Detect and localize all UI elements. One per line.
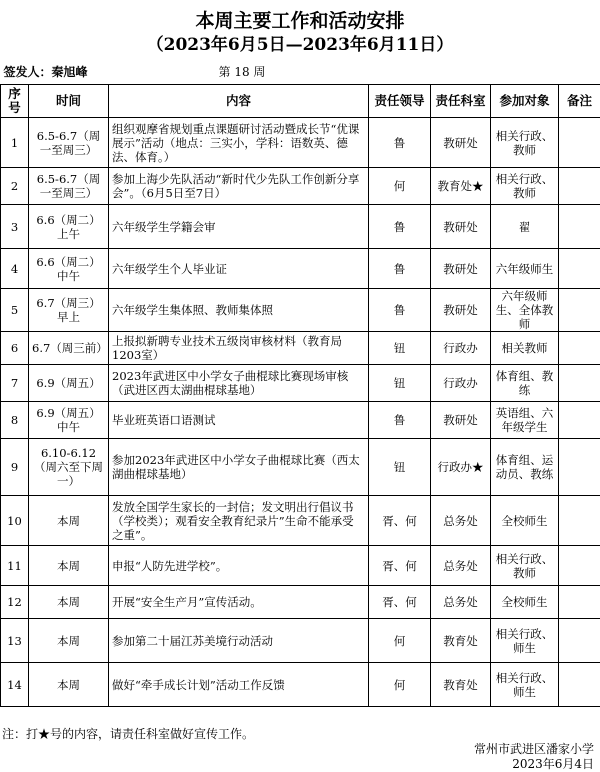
row-dept: 教育处 [431, 619, 491, 663]
row-no: 4 [1, 249, 29, 289]
header-no: 序号 [1, 85, 29, 118]
header-dept: 责任科室 [431, 85, 491, 118]
table-row [1, 332, 600, 365]
row-content: 组织观摩省规划重点课题研讨活动暨成长节“优课展示”活动（地点：三实小，学科：语数英、德法、体育。） [109, 118, 369, 168]
row-participants: 相关行政、教师 [491, 546, 559, 586]
table-row [1, 546, 600, 586]
row-dept: 教研处 [431, 249, 491, 289]
row-participants: 相关行政、师生 [491, 663, 559, 707]
row-note [559, 205, 600, 249]
row-no: 7 [1, 365, 29, 402]
page-title: 本周主要工作和活动安排 [0, 6, 600, 33]
footnote: 注：打★号的内容，请责任科室做好宣传工作。 [2, 725, 254, 742]
row-content: 2023年武进区中小学女子曲棍球比赛现场审核（武进区西太湖曲棍球基地） [109, 365, 369, 402]
school-name: 常州市武进区潘家小学 [474, 740, 594, 757]
row-participants: 相关行政、教师 [491, 118, 559, 168]
row-leader: 胥、何 [369, 496, 431, 546]
table-row [1, 289, 600, 332]
row-note [559, 118, 600, 168]
row-time: 6.7（周三前） [29, 332, 109, 365]
table-row [1, 168, 600, 205]
row-participants: 体育组、运动员、教练 [491, 439, 559, 496]
table-row [1, 496, 600, 546]
table-row [1, 249, 600, 289]
row-dept: 行政办★ [431, 439, 491, 496]
row-time: 6.9（周五） [29, 365, 109, 402]
row-leader: 胥、何 [369, 546, 431, 586]
row-time: 6.10-6.12（周六至下周一） [29, 439, 109, 496]
row-no: 9 [1, 439, 29, 496]
table-row [1, 439, 600, 496]
row-participants: 翟 [491, 205, 559, 249]
row-dept: 总务处 [431, 546, 491, 586]
row-leader: 鲁 [369, 118, 431, 168]
row-no: 3 [1, 205, 29, 249]
row-leader: 鲁 [369, 249, 431, 289]
table-row [1, 118, 600, 168]
row-content: 毕业班英语口语测试 [109, 402, 369, 439]
row-content: 六年级学生集体照、教师集体照 [109, 289, 369, 332]
row-content: 上报拟新聘专业技术五级岗审核材料（教育局1203室） [109, 332, 369, 365]
row-note [559, 496, 600, 546]
row-note [559, 168, 600, 205]
signer: 签发人：秦旭峰 [1, 60, 109, 85]
row-content: 发放全国学生家长的一封信；发文明出行倡议书（学校类）；观看安全教育纪录片”生命不能承受之重”。 [109, 496, 369, 546]
row-leader: 鲁 [369, 402, 431, 439]
row-participants: 相关行政、教师 [491, 168, 559, 205]
row-dept: 行政办 [431, 332, 491, 365]
row-participants: 六年级师生 [491, 249, 559, 289]
row-participants: 全校师生 [491, 586, 559, 619]
row-content: 参加2023年武进区中小学女子曲棍球比赛（西太湖曲棍球基地） [109, 439, 369, 496]
row-time: 本周 [29, 546, 109, 586]
row-note [559, 365, 600, 402]
header-leader: 责任领导 [369, 85, 431, 118]
row-leader: 何 [369, 663, 431, 707]
row-time: 本周 [29, 586, 109, 619]
row-no: 6 [1, 332, 29, 365]
row-note [559, 402, 600, 439]
row-leader: 胥、何 [369, 586, 431, 619]
row-content: 六年级学生个人毕业证 [109, 249, 369, 289]
row-note [559, 439, 600, 496]
header-note: 备注 [559, 85, 600, 118]
row-note [559, 586, 600, 619]
row-content: 申报“人防先进学校”。 [109, 546, 369, 586]
issue-date: 2023年6月4日 [512, 755, 594, 772]
row-no: 8 [1, 402, 29, 439]
row-dept: 总务处 [431, 586, 491, 619]
row-leader: 何 [369, 619, 431, 663]
table-row [1, 586, 600, 619]
row-time: 6.6（周二）上午 [29, 205, 109, 249]
row-no: 12 [1, 586, 29, 619]
row-leader: 钮 [369, 332, 431, 365]
row-leader: 钮 [369, 439, 431, 496]
row-participants: 相关教师 [491, 332, 559, 365]
row-content: 六年级学生学籍会审 [109, 205, 369, 249]
row-no: 10 [1, 496, 29, 546]
table-row [1, 663, 600, 707]
table-row [1, 205, 600, 249]
schedule-table [0, 60, 600, 707]
row-participants: 全校师生 [491, 496, 559, 546]
header-time: 时间 [29, 85, 109, 118]
row-no: 1 [1, 118, 29, 168]
row-note [559, 546, 600, 586]
row-leader: 钮 [369, 365, 431, 402]
row-dept: 教研处 [431, 118, 491, 168]
row-no: 5 [1, 289, 29, 332]
week-number: 第 18 周 [109, 60, 600, 85]
row-time: 6.5-6.7（周一至周三） [29, 118, 109, 168]
row-dept: 教育处★ [431, 168, 491, 205]
row-note [559, 619, 600, 663]
table-row [1, 619, 600, 663]
row-participants: 体育组、教练 [491, 365, 559, 402]
row-no: 13 [1, 619, 29, 663]
row-note [559, 663, 600, 707]
row-note [559, 332, 600, 365]
table-row [1, 402, 600, 439]
table-row [1, 365, 600, 402]
row-dept: 教研处 [431, 402, 491, 439]
row-no: 14 [1, 663, 29, 707]
row-content: 参加第二十届江苏美境行动活动 [109, 619, 369, 663]
row-no: 11 [1, 546, 29, 586]
row-dept: 教研处 [431, 205, 491, 249]
row-dept: 行政办 [431, 365, 491, 402]
row-time: 6.6（周二）中午 [29, 249, 109, 289]
row-content: 参加上海少先队活动“新时代少先队工作创新分享会”。（6月5日至7日） [109, 168, 369, 205]
row-time: 本周 [29, 496, 109, 546]
date-range-subtitle: （2023年6月5日—2023年6月11日） [0, 30, 600, 55]
row-note [559, 289, 600, 332]
header-participants: 参加对象 [491, 85, 559, 118]
row-note [559, 249, 600, 289]
row-participants: 相关行政、师生 [491, 619, 559, 663]
row-time: 6.7（周三）早上 [29, 289, 109, 332]
row-dept: 总务处 [431, 496, 491, 546]
row-leader: 鲁 [369, 205, 431, 249]
table-header [1, 85, 600, 118]
row-content: 开展“安全生产月”宣传活动。 [109, 586, 369, 619]
row-participants: 六年级师生、全体教师 [491, 289, 559, 332]
row-time: 本周 [29, 619, 109, 663]
row-time: 6.5-6.7（周一至周三） [29, 168, 109, 205]
row-content: 做好“牵手成长计划”活动工作反馈 [109, 663, 369, 707]
row-participants: 英语组、六年级学生 [491, 402, 559, 439]
row-no: 2 [1, 168, 29, 205]
row-leader: 何 [369, 168, 431, 205]
header-content: 内容 [109, 85, 369, 118]
row-leader: 鲁 [369, 289, 431, 332]
row-time: 6.9（周五）中午 [29, 402, 109, 439]
row-dept: 教育处 [431, 663, 491, 707]
row-dept: 教研处 [431, 289, 491, 332]
row-time: 本周 [29, 663, 109, 707]
